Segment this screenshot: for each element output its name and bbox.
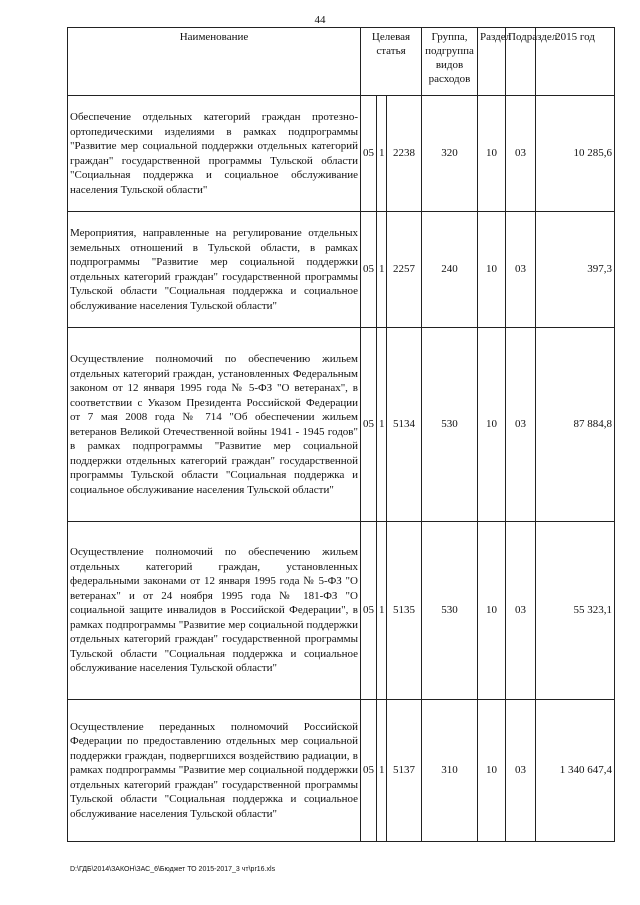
cs-direction: 2238 [387,96,422,212]
row-group: 530 [422,328,478,522]
row-name: Обеспечение отдельных категорий граждан протезно-ортопедическими изделиями в рамках подпрограммы "Развитие мер социальной поддержки отдельных категорий граждан" государственной программы Тульской области "Социальная поддержка и социальное обслуживание населения Тульской области" [68,96,361,212]
row-section: 10 [478,212,506,328]
row-subsection: 03 [506,96,536,212]
table-row [68,700,615,842]
cs-subprogram: 1 [377,700,387,842]
header-target-article: Целевая статья [361,28,422,96]
header-name: Наименование [68,28,361,96]
row-group: 310 [422,700,478,842]
row-subsection: 03 [506,700,536,842]
header-section: Раздел [478,28,506,96]
row-group: 320 [422,96,478,212]
cs-program: 05 [361,328,377,522]
cs-subprogram: 1 [377,328,387,522]
row-name: Осуществление полномочий по обеспечению жильем отдельных категорий граждан, установленных Федеральным законом от 12 января 1995 года № 5-ФЗ "О ветеранах", в соответствии с Указом Президента Российской Федерации от 7 мая 2008 года № 714 "Об обеспечении жильем ветеранов Великой Отечественной войны 1941 - 1945 годов" в рамках подпрограммы "Развитие мер социальной поддержки отдельных категорий граждан" государственной программы Тульской области "Социальная поддержка и социальное обслуживание населения Тульской области" [68,328,361,522]
row-subsection: 03 [506,328,536,522]
cs-direction: 5134 [387,328,422,522]
table-row [68,212,615,328]
row-amount: 55 323,1 [536,522,615,700]
row-amount: 10 285,6 [536,96,615,212]
row-name: Осуществление переданных полномочий Российской Федерации по предоставлению отдельных мер социальной поддержки граждан, подвергшихся воздействию радиации, в рамках подпрограммы "Развитие мер социальной поддержки отдельных категорий граждан" государственной программы Тульской области "Социальная поддержка и социальное обслуживание населения Тульской области" [68,700,361,842]
cs-program: 05 [361,212,377,328]
row-subsection: 03 [506,212,536,328]
row-group: 530 [422,522,478,700]
row-section: 10 [478,96,506,212]
row-section: 10 [478,328,506,522]
cs-direction: 2257 [387,212,422,328]
cs-program: 05 [361,700,377,842]
row-amount: 87 884,8 [536,328,615,522]
row-group: 240 [422,212,478,328]
cs-direction: 5137 [387,700,422,842]
file-path-footer: D:\ГДБ\2014\ЗАКОН\ЗАС_6\Бюджет ТО 2015-2017_3 чт\pr16.xls [70,866,276,873]
row-section: 10 [478,700,506,842]
page-number: 44 [314,14,326,26]
cs-program: 05 [361,522,377,700]
budget-table [67,27,615,842]
table-row [68,96,615,212]
row-section: 10 [478,522,506,700]
row-amount: 397,3 [536,212,615,328]
cs-direction: 5135 [387,522,422,700]
row-name: Осуществление полномочий по обеспечению жильем отдельных категорий граждан, установленных федеральными законами от 12 января 1995 года № 5-ФЗ "О ветеранах" и от 24 ноября 1995 года № 181-ФЗ "О социальной защите инвалидов в Российской Федерации", в рамках подпрограммы "Развитие мер социальной поддержки отдельных категорий граждан" государственной программы Тульской области "Социальная поддержка и социальное обслуживание населения Тульской области" [68,522,361,700]
row-subsection: 03 [506,522,536,700]
table-row [68,328,615,522]
header-subsection: Подраздел [506,28,536,96]
table-row [68,522,615,700]
cs-program: 05 [361,96,377,212]
cs-subprogram: 1 [377,522,387,700]
header-year: 2015 год [536,28,615,96]
header-row [68,28,615,96]
row-name: Мероприятия, направленные на регулирование отдельных земельных отношений в Тульской области, в рамках подпрограммы "Развитие мер социальной поддержки отдельных категорий граждан" государственной программы Тульской области "Социальная поддержка и социальное обслуживание населения Тульской области" [68,212,361,328]
header-group: Группа, подгруппа видов расходов [422,28,478,96]
cs-subprogram: 1 [377,96,387,212]
row-amount: 1 340 647,4 [536,700,615,842]
cs-subprogram: 1 [377,212,387,328]
